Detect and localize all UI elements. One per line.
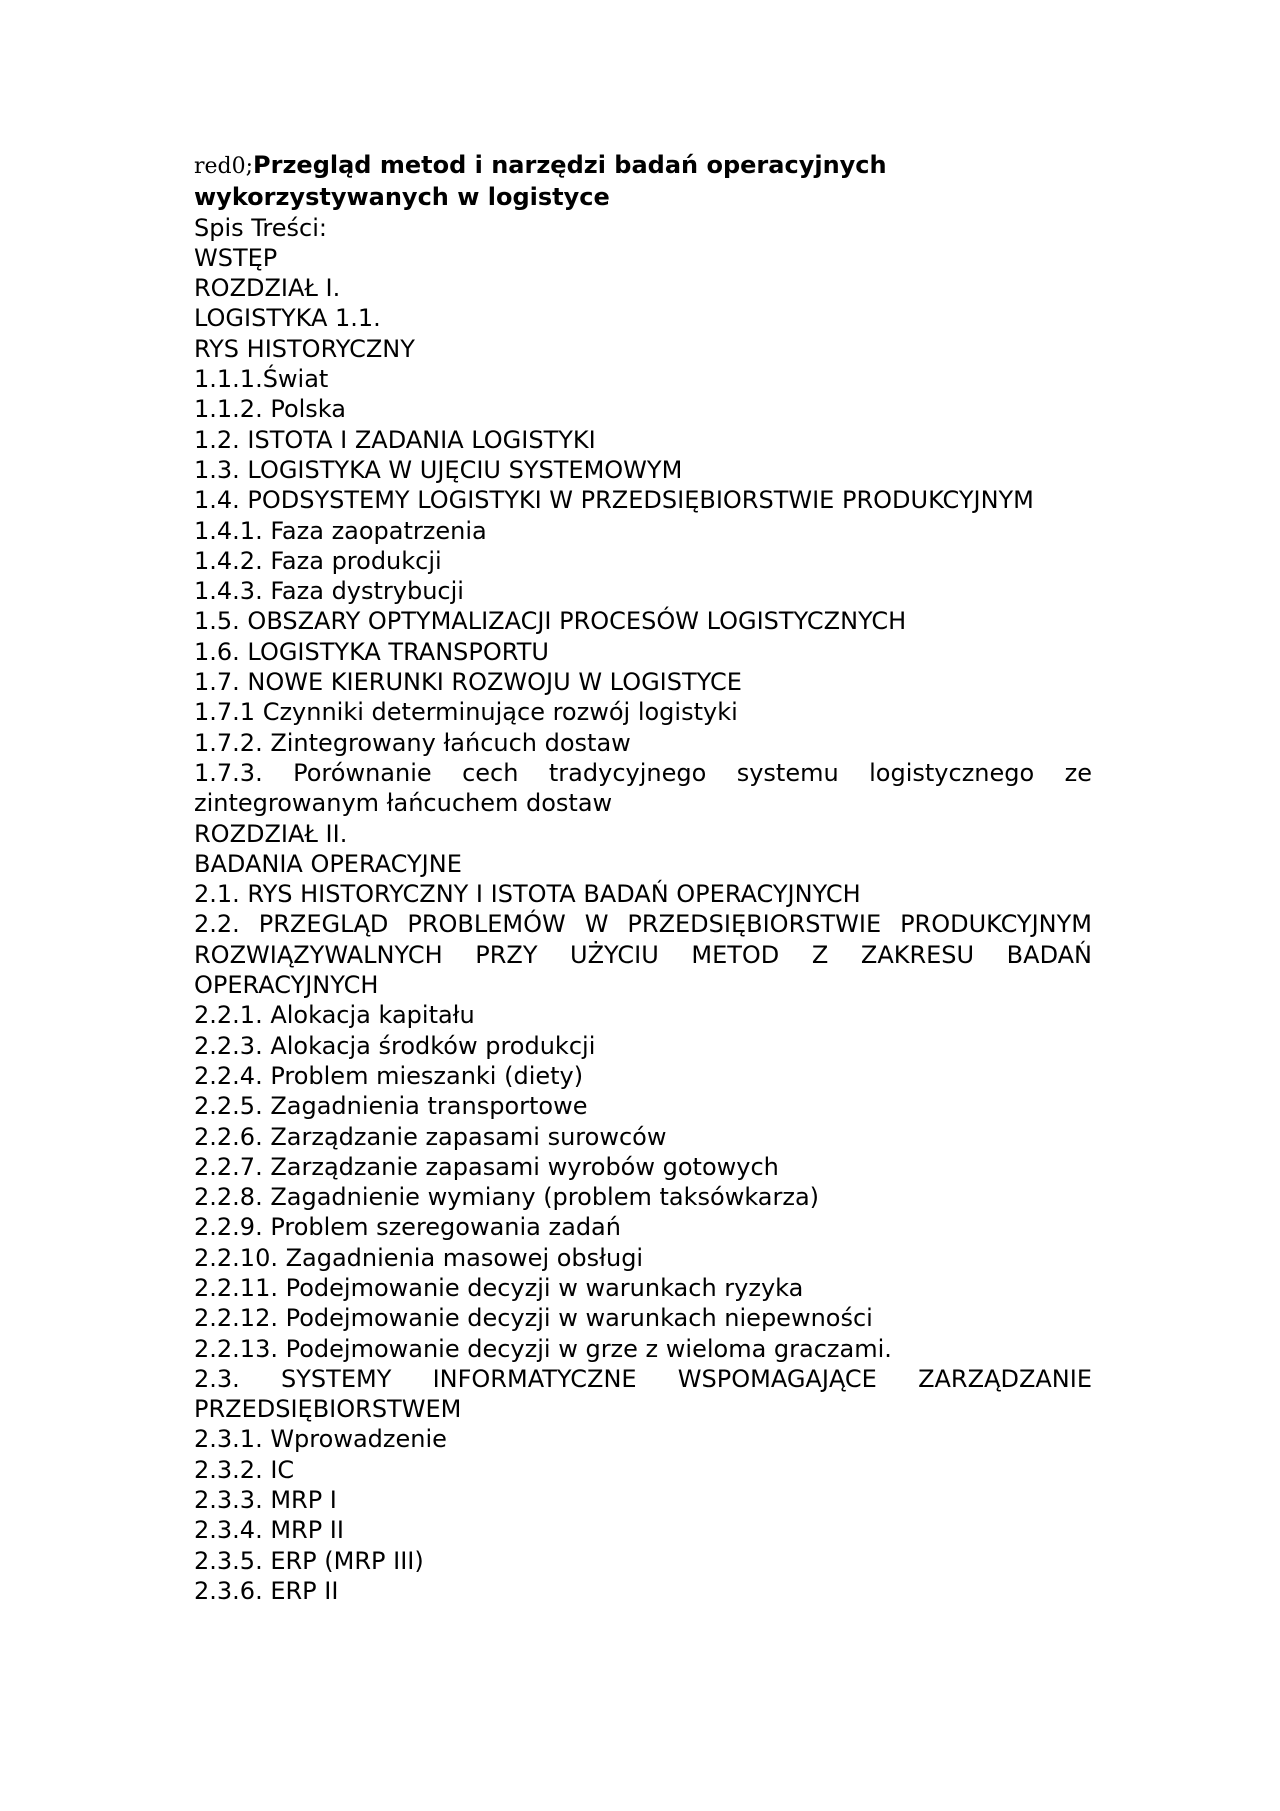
toc-entry: 2.3.3. MRP I	[194, 1486, 337, 1515]
toc-entry: RYS HISTORYCZNY	[194, 334, 415, 363]
toc-entry: 2.2.6. Zarządzanie zapasami surowców	[194, 1122, 667, 1151]
document-title-block	[194, 150, 1092, 213]
toc-entry: 1.3. LOGISTYKA W UJĘCIU SYSTEMOWYM	[194, 455, 683, 484]
toc-entry: 2.2.7. Zarządzanie zapasami wyrobów gotowych	[194, 1152, 779, 1181]
toc-entry: LOGISTYKA 1.1.	[194, 304, 381, 333]
toc-entry: 1.7.2. Zintegrowany łańcuch dostaw	[194, 728, 631, 757]
toc-entry: 2.3.1. Wprowadzenie	[194, 1425, 447, 1454]
toc-entry: 2.2.8. Zagadnienie wymiany (problem taksówkarza)	[194, 1183, 820, 1212]
toc-entry: 2.1. RYS HISTORYCZNY I ISTOTA BADAŃ OPERACYJNYCH	[194, 880, 861, 909]
table-of-contents	[194, 243, 1092, 1606]
toc-entry: 2.2.11. Podejmowanie decyzji w warunkach ryzyka	[194, 1273, 804, 1302]
toc-entry: 2.2.10. Zagadnienia masowej obsługi	[194, 1243, 644, 1272]
toc-entry: WSTĘP	[194, 243, 278, 272]
toc-entry: ROZDZIAŁ I.	[194, 274, 341, 303]
toc-entry: 2.3. SYSTEMY INFORMATYCZNE WSPOMAGAJĄCE ZARZĄDZANIE PRZEDSIĘBIORSTWEM	[194, 1364, 1092, 1424]
document-title: Przegląd metod i narzędzi badań operacyjnych wykorzystywanych w logistyce	[194, 151, 887, 212]
toc-entry: 1.2. ISTOTA I ZADANIA LOGISTYKI	[194, 425, 596, 454]
toc-entry: 1.7.3. Porównanie cech tradycyjnego systemu logistycznego ze zintegrowanym łańcuchem dostaw	[194, 758, 1092, 818]
toc-entry: ROZDZIAŁ II.	[194, 819, 348, 848]
toc-entry: 2.2.5. Zagadnienia transportowe	[194, 1092, 588, 1121]
toc-entry: 1.4.3. Faza dystrybucji	[194, 577, 464, 606]
toc-entry: 2.2.12. Podejmowanie decyzji w warunkach niepewności	[194, 1304, 873, 1333]
toc-entry: 1.4. PODSYSTEMY LOGISTYKI W PRZEDSIĘBIORSTWIE PRODUKCYJNYM	[194, 486, 1034, 515]
toc-entry: 1.7. NOWE KIERUNKI ROZWOJU W LOGISTYCE	[194, 668, 742, 697]
toc-entry: 2.2.13. Podejmowanie decyzji w grze z wieloma graczami.	[194, 1334, 892, 1363]
title-prefix: red0;	[194, 154, 254, 179]
toc-entry: 1.4.1. Faza zaopatrzenia	[194, 516, 487, 545]
toc-entry: 2.3.2. IC	[194, 1455, 295, 1484]
toc-entry: BADANIA OPERACYJNE	[194, 849, 462, 878]
toc-entry: 1.6. LOGISTYKA TRANSPORTU	[194, 637, 549, 666]
toc-entry: 2.3.4. MRP II	[194, 1516, 344, 1545]
toc-entry: 1.1.1.Świat	[194, 365, 329, 394]
toc-entry: 2.3.6. ERP II	[194, 1576, 339, 1605]
toc-entry: 2.3.5. ERP (MRP III)	[194, 1546, 424, 1575]
toc-entry: 1.1.2. Polska	[194, 395, 346, 424]
toc-entry: 1.5. OBSZARY OPTYMALIZACJI PROCESÓW LOGISTYCZNYCH	[194, 607, 907, 636]
toc-heading: Spis Treści:	[194, 213, 327, 242]
toc-entry: 1.7.1 Czynniki determinujące rozwój logistyki	[194, 698, 738, 727]
toc-entry: 2.2. PRZEGLĄD PROBLEMÓW W PRZEDSIĘBIORSTWIE PRODUKCYJNYM ROZWIĄZYWALNYCH PRZY UŻYCIU METOD Z ZAKRESU BADAŃ OPERACYJNYCH	[194, 910, 1092, 1000]
toc-entry: 2.2.4. Problem mieszanki (diety)	[194, 1061, 584, 1090]
toc-entry: 2.2.3. Alokacja środków produkcji	[194, 1031, 596, 1060]
toc-entry: 2.2.1. Alokacja kapitału	[194, 1001, 475, 1030]
document-page	[194, 150, 1092, 1606]
toc-entry: 2.2.9. Problem szeregowania zadań	[194, 1213, 621, 1242]
toc-entry: 1.4.2. Faza produkcji	[194, 546, 442, 575]
